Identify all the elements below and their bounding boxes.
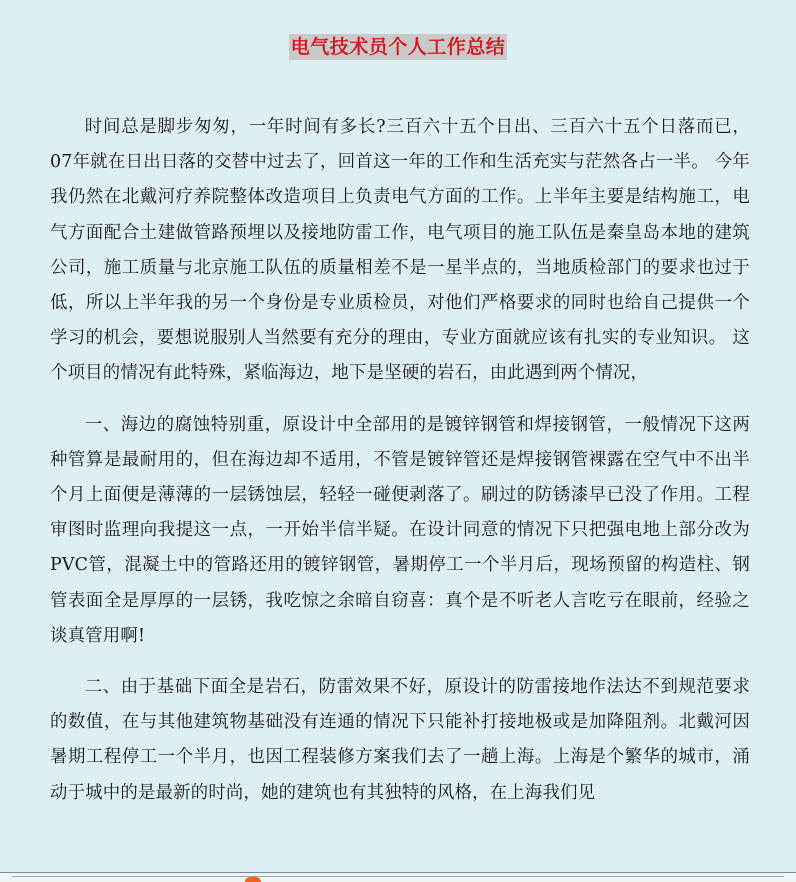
document-body	[50, 110, 750, 811]
bottom-scrollbar[interactable]	[0, 872, 796, 882]
title-container	[0, 34, 796, 60]
scroll-thumb-icon[interactable]	[245, 877, 261, 882]
paragraph-item-one: 一、海边的腐蚀特别重，原设计中全部用的是镀锌钢管和焊接钢管，一般情况下这两种管算是最耐用的，但在海边却不适用，不管是镀锌管还是焊接钢管裸露在空气中不出半个月上面便是薄薄的一层锈蚀层，轻轻一碰便剥落了。刷过的防锈漆早已没了作用。工程审图时监理向我提这一点，一开始半信半疑。在设计同意的情况下只把强电地上部分改为PVC管，混凝土中的管路还用的镀锌钢管，暑期停工一个半月后，现场预留的构造柱、钢管表面全是厚厚的一层锈，我吃惊之余暗自窃喜：真个是不听老人言吃亏在眼前，经验之谈真管用啊!	[50, 414, 750, 646]
scrollbar-track[interactable]	[12, 876, 784, 881]
document-title: 电气技术员个人工作总结	[290, 36, 506, 58]
paragraph-item-two: 二、由于基础下面全是岩石，防雷效果不好，原设计的防雷接地作法达不到规范要求的数值，在与其他建筑物基础没有连通的情况下只能补打接地极或是加降阻剂。北戴河因暑期工程停工一个半月，也因工程装修方案我们去了一趟上海。上海是个繁华的城市，涌动于城中的是最新的时尚，她的建筑也有其独特的风格，在上海我们见	[50, 677, 750, 803]
paragraph-intro: 时间总是脚步匆匆，一年时间有多长?三百六十五个日出、三百六十五个日落而已，07年就在日出日落的交替中过去了，回首这一年的工作和生活充实与茫然各占一半。 今年我仍然在北戴河疗养院整体改造项目上负责电气方面的工作。上半年主要是结构施工，电气方面配合土建做管路预埋以及接地防雷工作，电气项目的施工队伍是秦皇岛本地的建筑公司，施工质量与北京施工队伍的质量相差不是一星半点的，当地质检部门的要求也过于低，所以上半年我的另一个身份是专业质检员，对他们严格要求的同时也给自己提供一个学习的机会，要想说服别人当然要有充分的理由，专业方面就应该有扎实的专业知识。 这个项目的情况有此特殊，紧临海边，地下是坚硬的岩石，由此遇到两个情况，	[50, 117, 750, 384]
